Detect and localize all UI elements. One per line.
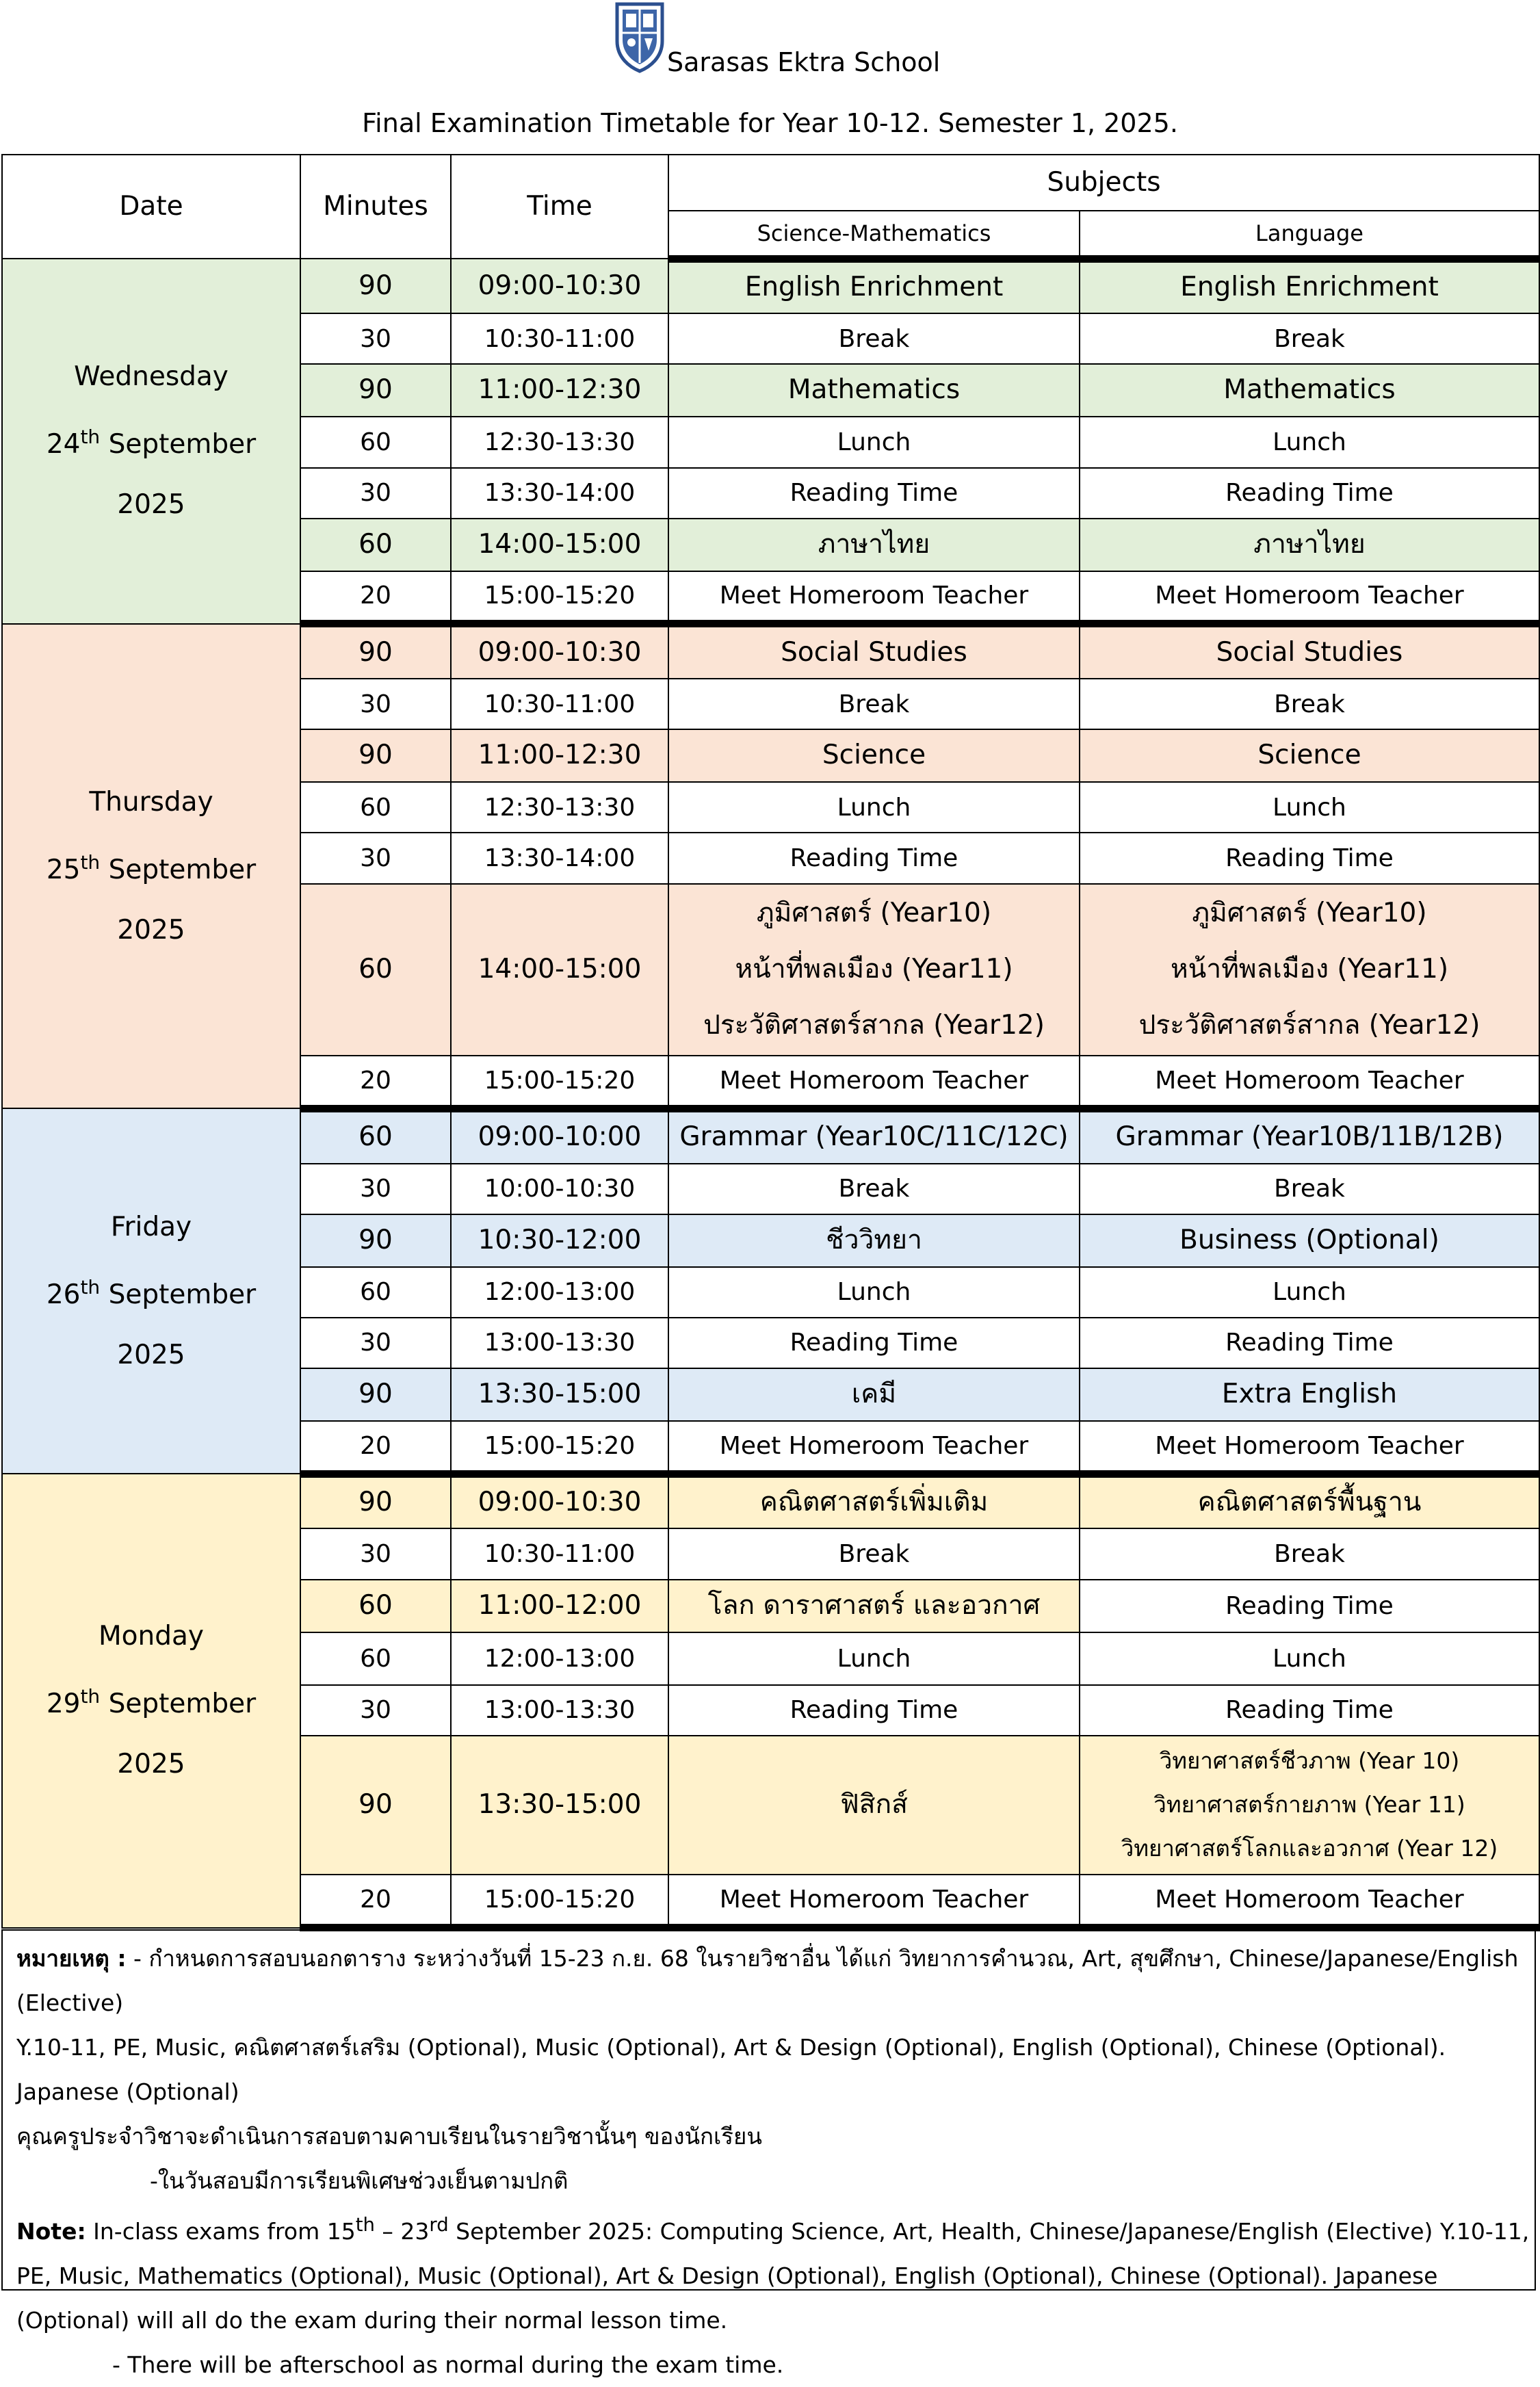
language-subject-cell	[1080, 884, 1539, 1056]
date-label	[3, 407, 300, 475]
science-math-subject-cell: Grammar (Year10C/11C/12C)	[668, 1108, 1080, 1163]
time-cell: 15:00-15:20	[451, 1056, 668, 1108]
minutes-cell: 60	[300, 782, 451, 833]
science-math-header: Science-Mathematics	[668, 211, 1080, 259]
subjects-header: Subjects	[668, 155, 1539, 211]
time-cell: 13:30-14:00	[451, 468, 668, 519]
minutes-cell: 30	[300, 1528, 451, 1579]
thai-note-line	[16, 1936, 1535, 2025]
minutes-cell: 30	[300, 679, 451, 729]
minutes-cell: 30	[300, 1318, 451, 1368]
minutes-cell: 60	[300, 1580, 451, 1632]
language-subject-cell: Social Studies	[1080, 624, 1539, 679]
time-cell: 09:00-10:30	[451, 1474, 668, 1528]
time-cell: 09:00-10:30	[451, 259, 668, 313]
minutes-cell: 90	[300, 259, 451, 313]
science-math-subject-cell: Meet Homeroom Teacher	[668, 1421, 1080, 1474]
subject-line: หน้าที่พลเมือง (Year11)	[1170, 954, 1449, 985]
year-label: 2025	[117, 1749, 185, 1780]
thai-note-line: คุณครูประจำวิชาจะดำเนินการสอบตามคาบเรียนในรายวิชานั้นๆ ของนักเรียน	[16, 2123, 762, 2150]
school-name: Sarasas Ektra School	[667, 47, 941, 77]
language-subject-cell: Lunch	[1080, 782, 1539, 833]
minutes-cell: 30	[300, 833, 451, 883]
ordinal-suffix: th	[355, 2214, 375, 2236]
minutes-cell: 90	[300, 1214, 451, 1267]
time-header: Time	[451, 155, 668, 259]
science-math-subject-cell: Meet Homeroom Teacher	[668, 1875, 1080, 1928]
date-cell	[2, 1108, 300, 1474]
time-cell: 13:30-15:00	[451, 1368, 668, 1421]
subject-line: หน้าที่พลเมือง (Year11)	[735, 954, 1013, 985]
language-subject-cell: Break	[1080, 679, 1539, 729]
science-math-subject-cell	[668, 884, 1080, 1056]
minutes-cell: 30	[300, 1164, 451, 1214]
weekday-label: Wednesday	[74, 361, 229, 393]
time-cell: 10:30-11:00	[451, 679, 668, 729]
science-math-subject-cell: ชีววิทยา	[668, 1214, 1080, 1267]
ordinal-suffix: th	[80, 850, 101, 874]
date-label	[3, 833, 300, 900]
language-subject-cell: Grammar (Year10B/11B/12B)	[1080, 1108, 1539, 1163]
minutes-cell: 90	[300, 1736, 451, 1875]
table-row	[2, 624, 1539, 679]
time-cell: 13:00-13:30	[451, 1318, 668, 1368]
subject-line: ประวัติศาสตร์สากล (Year12)	[1138, 1010, 1480, 1041]
science-math-subject-cell: Lunch	[668, 1632, 1080, 1685]
science-math-subject-cell: ฟิสิกส์	[668, 1736, 1080, 1875]
minutes-cell: 60	[300, 884, 451, 1056]
minutes-cell: 60	[300, 1267, 451, 1318]
language-subject-cell: Reading Time	[1080, 833, 1539, 883]
science-math-subject-cell: ภาษาไทย	[668, 519, 1080, 571]
science-math-subject-cell: Social Studies	[668, 624, 1080, 679]
science-math-subject-cell: Lunch	[668, 1267, 1080, 1318]
minutes-cell: 60	[300, 417, 451, 467]
ordinal-suffix: th	[80, 1685, 101, 1708]
minutes-cell: 60	[300, 1632, 451, 1685]
month-label: September	[108, 429, 257, 460]
language-header: Language	[1080, 211, 1539, 259]
minutes-header: Minutes	[300, 155, 451, 259]
time-cell: 09:00-10:30	[451, 624, 668, 679]
time-cell: 11:00-12:00	[451, 1580, 668, 1632]
english-note	[16, 2203, 1535, 2343]
science-math-subject-cell: Break	[668, 679, 1080, 729]
minutes-cell: 20	[300, 571, 451, 624]
science-math-subject-cell: Mathematics	[668, 364, 1080, 417]
day-number: 25	[46, 854, 81, 885]
minutes-cell: 30	[300, 468, 451, 519]
date-cell	[2, 259, 300, 624]
time-cell: 12:30-13:30	[451, 417, 668, 467]
minutes-cell: 90	[300, 1368, 451, 1421]
science-math-subject-cell: Break	[668, 1164, 1080, 1214]
language-subject-cell: English Enrichment	[1080, 259, 1539, 313]
day-number: 29	[46, 1688, 81, 1720]
date-cell	[2, 624, 300, 1109]
time-cell: 10:30-11:00	[451, 313, 668, 364]
language-subject-cell: Meet Homeroom Teacher	[1080, 1421, 1539, 1474]
english-note-label: Note:	[16, 2218, 86, 2245]
time-cell: 15:00-15:20	[451, 1421, 668, 1474]
english-note-text: In-class exams from 15	[86, 2218, 356, 2245]
minutes-cell: 20	[300, 1421, 451, 1474]
date-header: Date	[2, 155, 300, 259]
timetable-body	[2, 259, 1539, 1928]
subject-line: ประวัติศาสตร์สากล (Year12)	[703, 1010, 1045, 1041]
time-cell: 14:00-15:00	[451, 519, 668, 571]
month-label: September	[108, 1688, 257, 1720]
science-math-subject-cell: Reading Time	[668, 1318, 1080, 1368]
language-subject-cell: ภาษาไทย	[1080, 519, 1539, 571]
science-math-subject-cell: Lunch	[668, 782, 1080, 833]
language-subject-cell: Break	[1080, 313, 1539, 364]
minutes-cell: 90	[300, 729, 451, 782]
subject-line: วิทยาศาสตร์โลกและอวกาศ (Year 12)	[1121, 1835, 1498, 1862]
time-cell: 15:00-15:20	[451, 571, 668, 624]
science-math-subject-cell: Break	[668, 1528, 1080, 1579]
language-subject-cell: Lunch	[1080, 1632, 1539, 1685]
minutes-cell: 60	[300, 1108, 451, 1163]
language-subject-cell: Reading Time	[1080, 468, 1539, 519]
time-cell: 12:00-13:00	[451, 1632, 668, 1685]
science-math-subject-cell: Meet Homeroom Teacher	[668, 1056, 1080, 1108]
subject-line: ภูมิศาสตร์ (Year10)	[756, 898, 992, 929]
time-cell: 10:30-11:00	[451, 1528, 668, 1579]
time-cell: 13:30-14:00	[451, 833, 668, 883]
minutes-cell: 90	[300, 1474, 451, 1528]
language-subject-cell: Reading Time	[1080, 1318, 1539, 1368]
language-subject-cell: Lunch	[1080, 417, 1539, 467]
minutes-cell: 90	[300, 364, 451, 417]
ordinal-suffix: rd	[429, 2214, 449, 2236]
minutes-cell: 30	[300, 313, 451, 364]
time-cell: 11:00-12:30	[451, 364, 668, 417]
language-subject-cell: Meet Homeroom Teacher	[1080, 1875, 1539, 1928]
language-subject-cell: Mathematics	[1080, 364, 1539, 417]
thai-note-line: Y.10-11, PE, Music, คณิตศาสตร์เสริม (Optional), Music (Optional), Art & Design (Optional), English (Optional), Chinese (Optional). Japanese (Optional)	[16, 2034, 1446, 2105]
year-label: 2025	[117, 1339, 185, 1370]
english-note-text: September 2025: Computing Science, Art, Health, Chinese/Japanese/English (Elective) Y.10-11, PE, Music, Mathematics (Optional), Music (Optional), Art & Design (Optional), English (Optional), Chinese (Optional). Japanese (Optional) will all do the exam during their normal lesson time.	[16, 2218, 1530, 2334]
thai-note-line: -ในวันสอบมีการเรียนพิเศษช่วงเย็นตามปกติ	[150, 2167, 569, 2194]
science-math-subject-cell: Reading Time	[668, 833, 1080, 883]
month-label: September	[108, 854, 257, 885]
time-cell: 13:00-13:30	[451, 1685, 668, 1736]
month-label: September	[108, 1279, 257, 1310]
exam-timetable	[1, 154, 1540, 1931]
science-math-subject-cell: โลก ดาราศาสตร์ และอวกาศ	[668, 1580, 1080, 1632]
language-subject-cell: Break	[1080, 1528, 1539, 1579]
science-math-subject-cell: Science	[668, 729, 1080, 782]
time-cell: 12:00-13:00	[451, 1267, 668, 1318]
language-subject-cell: คณิตศาสตร์พื้นฐาน	[1080, 1474, 1539, 1528]
time-cell: 13:30-15:00	[451, 1736, 668, 1875]
science-math-subject-cell: Meet Homeroom Teacher	[668, 571, 1080, 624]
thai-note-text: - กำหนดการสอบนอกตาราง ระหว่างวันที่ 15-23 ก.ย. 68 ในรายวิชาอื่น ได้แก่ วิทยาการคำนวณ, Art, สุขศึกษา, Chinese/Japanese/English (Elective)	[16, 1945, 1519, 2016]
time-cell: 14:00-15:00	[451, 884, 668, 1056]
year-label: 2025	[117, 489, 185, 521]
time-cell: 10:00-10:30	[451, 1164, 668, 1214]
time-cell: 10:30-12:00	[451, 1214, 668, 1267]
table-row	[2, 1474, 1539, 1528]
time-cell: 12:30-13:30	[451, 782, 668, 833]
minutes-cell: 20	[300, 1875, 451, 1928]
science-math-subject-cell: Reading Time	[668, 468, 1080, 519]
language-subject-cell: Lunch	[1080, 1267, 1539, 1318]
subject-line: วิทยาศาสตร์ชีวภาพ (Year 10)	[1159, 1747, 1460, 1775]
science-math-subject-cell: Break	[668, 313, 1080, 364]
language-subject-cell: Meet Homeroom Teacher	[1080, 571, 1539, 624]
language-subject-cell: Business (Optional)	[1080, 1214, 1539, 1267]
table-row	[2, 1108, 1539, 1163]
time-cell: 15:00-15:20	[451, 1875, 668, 1928]
minutes-cell: 20	[300, 1056, 451, 1108]
day-number: 24	[46, 429, 81, 460]
language-subject-cell: Extra English	[1080, 1368, 1539, 1421]
language-subject-cell: Reading Time	[1080, 1580, 1539, 1632]
subject-line: วิทยาศาสตร์กายภาพ (Year 11)	[1153, 1791, 1465, 1818]
header-row	[2, 155, 1539, 211]
science-math-subject-cell: Lunch	[668, 417, 1080, 467]
science-math-subject-cell: คณิตศาสตร์เพิ่มเติม	[668, 1474, 1080, 1528]
language-subject-cell: Break	[1080, 1164, 1539, 1214]
school-crest-shield-icon	[613, 1, 666, 73]
thai-note-label: หมายเหตุ :	[16, 1945, 127, 1972]
table-row	[2, 259, 1539, 313]
science-math-subject-cell: English Enrichment	[668, 259, 1080, 313]
language-subject-cell: Meet Homeroom Teacher	[1080, 1056, 1539, 1108]
date-cell	[2, 1474, 300, 1927]
year-label: 2025	[117, 914, 185, 945]
time-cell: 11:00-12:30	[451, 729, 668, 782]
minutes-cell: 90	[300, 624, 451, 679]
subject-line: ภูมิศาสตร์ (Year10)	[1192, 898, 1427, 929]
weekday-label: Monday	[99, 1621, 204, 1652]
english-note-text: – 23	[374, 2218, 430, 2245]
language-subject-cell: Reading Time	[1080, 1685, 1539, 1736]
minutes-cell: 60	[300, 519, 451, 571]
notes-box	[1, 1929, 1536, 2378]
page-title: Final Examination Timetable for Year 10-12. Semester 1, 2025.	[362, 108, 1178, 138]
ordinal-suffix: th	[80, 426, 101, 449]
language-subject-cell: Science	[1080, 729, 1539, 782]
english-note-last-line: - There will be afterschool as normal during the exam time.	[112, 2351, 784, 2378]
minutes-cell: 30	[300, 1685, 451, 1736]
date-label	[3, 1257, 300, 1325]
time-cell: 09:00-10:00	[451, 1108, 668, 1163]
date-label	[3, 1667, 300, 1734]
day-number: 26	[46, 1279, 81, 1310]
weekday-label: Friday	[110, 1211, 192, 1242]
ordinal-suffix: th	[80, 1275, 101, 1299]
science-math-subject-cell: เคมี	[668, 1368, 1080, 1421]
language-subject-cell	[1080, 1736, 1539, 1875]
science-math-subject-cell: Reading Time	[668, 1685, 1080, 1736]
weekday-label: Thursday	[89, 786, 213, 818]
